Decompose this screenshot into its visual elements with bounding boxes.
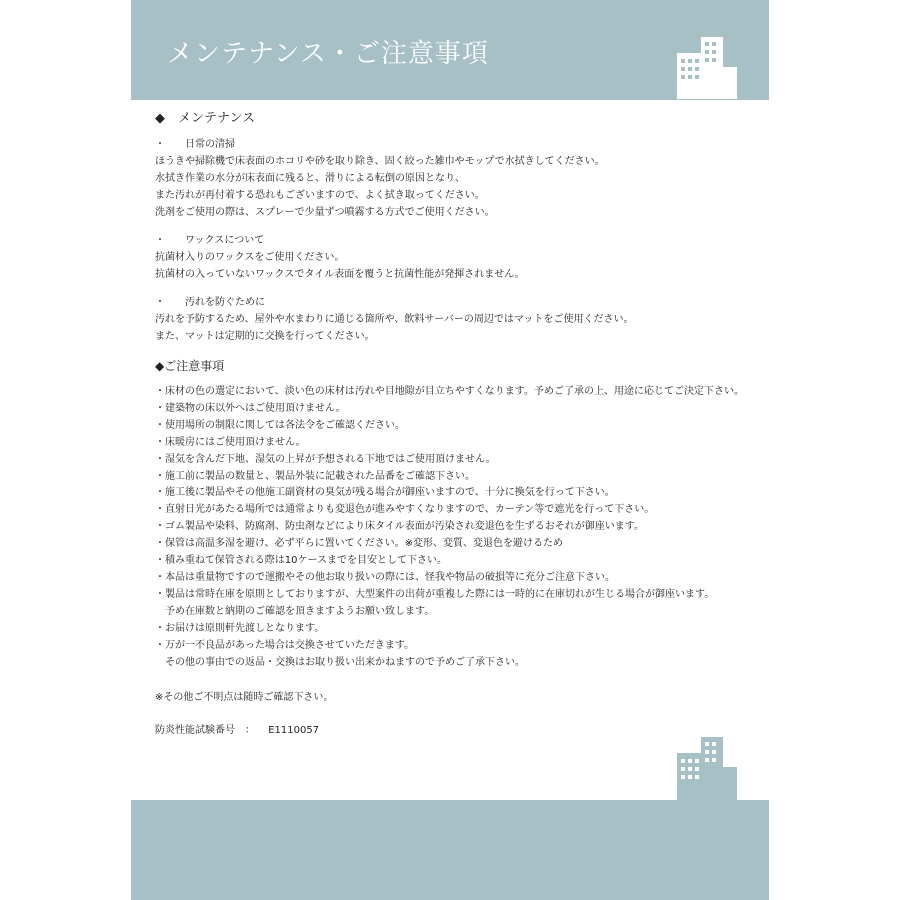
cautions-list — [155, 384, 755, 671]
daily-cleaning-title: ・ 日常の清掃 — [155, 139, 235, 150]
text-line: 洗剤をご使用の際は、スプレーで少量ずつ噴霧する方式でご使用ください。 — [155, 207, 495, 218]
page-title: メンテナンス・ご注意事項 — [167, 39, 489, 69]
inquiry-note: ※その他ご不明点は随時ご確認下さい。 — [155, 692, 334, 704]
list-item: ・ゴム製品や染料、防腐剤、防虫剤などにより床タイル表面が汚染され変退色を生ずるおそれが御座います。 — [155, 521, 644, 533]
list-item: ・床暖房にはご使用頂けません。 — [155, 436, 306, 448]
building-icon — [677, 737, 737, 800]
list-item: ・施工前に製品の数量と、製品外装に記載された品番をご確認下さい。 — [155, 470, 475, 482]
header-band — [131, 0, 769, 100]
text-line: 汚れを予防するため、屋外や水まわりに通じる箇所や、飲料サーバーの周辺ではマットをご使用ください。 — [155, 314, 634, 325]
cautions-heading: ◆ご注意事項 — [155, 359, 225, 373]
list-item: ・床材の色の選定において、淡い色の床材は汚れや目地隙が目立ちやすくなります。予めご了承の上、用途に応じてご決定下さい。 — [155, 386, 744, 397]
daily-cleaning-section — [155, 136, 755, 221]
list-item: ・製品は常時在庫を原則としておりますが、大型案件の出荷が重複した際には一時的に在庫切れが生じる場合が御座います。 — [155, 588, 715, 600]
fire-test-label: 防炎性能試験番号 ： — [155, 725, 255, 737]
text-line: また汚れが再付着する恐れもございますので、よく拭き取ってください。 — [155, 190, 485, 201]
wax-section — [155, 232, 755, 283]
footer-band — [131, 800, 769, 900]
list-item: ・保管は高温多湿を避け、必ず平らに置いてください。※変形、変質、変退色を避けるため — [155, 538, 563, 550]
list-item: ・使用場所の制限に関しては各法令をご確認ください。 — [155, 419, 405, 431]
building-icon — [677, 37, 737, 99]
list-item: ・建築物の床以外へはご使用頂けません。 — [155, 402, 346, 414]
maintenance-heading: ◆ メンテナンス — [155, 111, 255, 126]
document-sheet — [131, 0, 769, 900]
list-item-continuation: その他の事由での返品・交換はお取り扱い出来かねますので予めご了承下さい。 — [165, 656, 525, 668]
text-line: ほうきや掃除機で床表面のホコリや砂を取り除き、固く絞った雑巾やモップで水拭きしてください。 — [155, 156, 605, 167]
list-item-continuation: 予め在庫数と納期のご確認を頂きますようお願い致します。 — [165, 605, 435, 617]
text-line: 抗菌材入りのワックスをご使用ください。 — [155, 252, 345, 263]
dirt-prevention-title: ・ 汚れを防ぐために — [155, 297, 265, 308]
content-area — [155, 110, 755, 739]
list-item: ・積み重ねて保管される際は10ケースまでを目安として下さい。 — [155, 555, 447, 567]
list-item: ・施工後に製品やその他施工副資材の臭気が残る場合が御座いますので、十分に換気を行って下さい。 — [155, 487, 615, 499]
text-line: 水拭き作業の水分が床表面に残ると、滑りによる転倒の原因となり、 — [155, 173, 465, 184]
text-line: 抗菌材の入っていないワックスでタイル表面を覆うと抗菌性能が発揮されません。 — [155, 269, 525, 280]
list-item: ・湿気を含んだ下地、湿気の上昇が予想される下地ではご使用頂けません。 — [155, 453, 496, 465]
list-item: ・本品は重量物ですので運搬やその他お取り扱いの際には、怪我や物品の破損等に充分ご注意下さい。 — [155, 571, 615, 583]
wax-title: ・ ワックスについて — [155, 235, 265, 246]
list-item: ・直射日光があたる場所では通常よりも変退色が進みやすくなりますので、カーテン等で遮光を行って下さい。 — [155, 504, 655, 516]
fire-test-number: E1110057 — [268, 725, 320, 737]
text-line: また、マットは定期的に交換を行ってください。 — [155, 331, 375, 342]
dirt-prevention-section — [155, 294, 755, 345]
fire-test-line — [155, 722, 755, 739]
list-item: ・万が一不良品があった場合は交換させていただきます。 — [155, 639, 415, 651]
list-item: ・お届けは原則軒先渡しとなります。 — [155, 622, 325, 634]
